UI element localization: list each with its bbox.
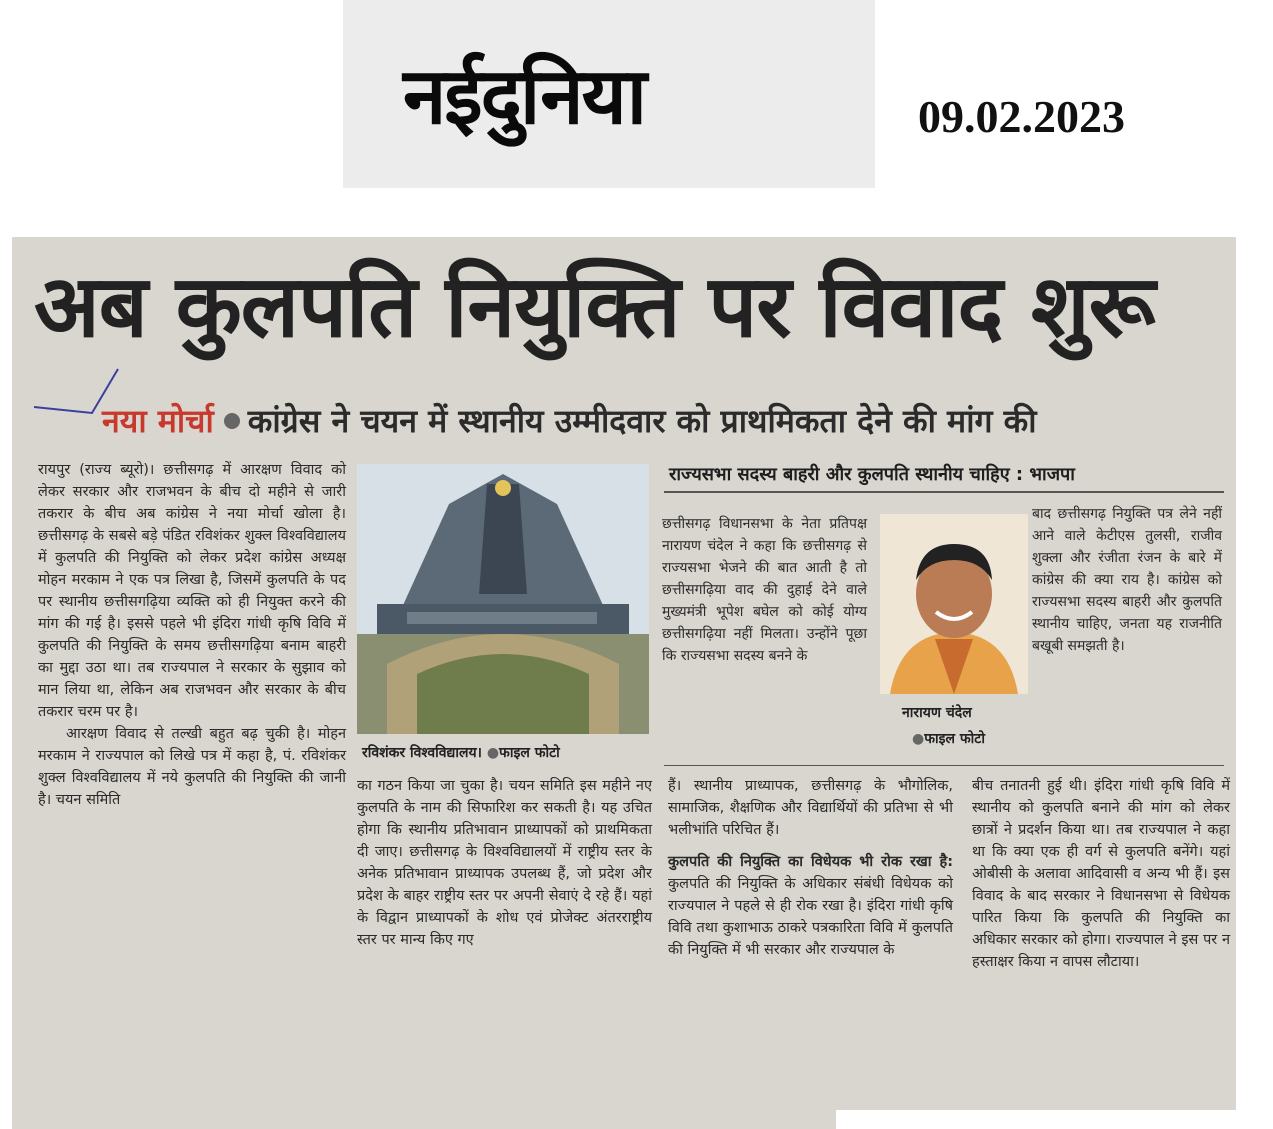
- column-1-text-continued: आरक्षण विवाद से तल्खी बहुत बढ़ चुकी है। मोहन मरकाम ने राज्यपाल को लिखे पत्र में कहा है, पं. रविशंकर शुक्ल विश्वविद्यालय में नये कुलपति की नियुक्ति की जानी है। चयन समिति: [38, 726, 346, 808]
- sidebar-left-text: छत्तीसगढ़ विधानसभा के नेता प्रतिपक्ष नारायण चंदेल ने कहा कि छत्तीसगढ़ से राज्यसभा भेजने की बात आती है तो छत्तीसगढ़िया वाद की दुहाई देने वाले मुख्यमंत्री भूपेश बघेल को कोई योग्य छत्तीसगढ़िया नहीं मिलता। उन्होंने पूछा कि राज्यसभा सदस्य बनने के: [662, 516, 867, 664]
- newspaper-logo: नईदुनिया: [403, 52, 645, 142]
- photo-caption: रविशंकर विश्वविद्यालय। ●फाइल फोटो: [362, 745, 560, 761]
- subhead-text: कांग्रेस ने चयन में स्थानीय उम्मीदवार को प्राथमिकता देने की मांग की: [247, 402, 1037, 440]
- photo-caption-text: रविशंकर विश्वविद्यालय।: [362, 745, 482, 761]
- publication-date: 09.02.2023: [918, 91, 1125, 142]
- subhead-tag: नया मोर्चा: [102, 402, 214, 440]
- column-3-text: हैं। स्थानीय प्राध्यापक, छत्तीसगढ़ के भौगोलिक, सामाजिक, शैक्षणिक और विद्यार्थियों की प्रतिभा से भी भलीभांति परिचित हैं।: [668, 778, 953, 838]
- bullet-dot-icon: [224, 413, 240, 429]
- portrait-name: नारायण चंदेल: [902, 705, 972, 721]
- portrait-credit: फाइल फोटो: [924, 731, 985, 747]
- headline: अब कुलपति नियुक्ति पर विवाद शुरू: [34, 257, 1155, 357]
- narayan-chandel-portrait: [880, 514, 1028, 694]
- photo-credit: फाइल फोटो: [499, 745, 560, 761]
- portrait-credit-line: ●फाइल फोटो: [912, 731, 985, 747]
- subheadline: [102, 399, 1037, 442]
- scan-edge-bottom: [836, 1110, 1236, 1129]
- article-column-3: [668, 775, 953, 961]
- sidebar-bottom-rule: [664, 765, 1224, 766]
- sidebar-rule: [664, 491, 1224, 493]
- article-column-4: [972, 775, 1230, 973]
- university-building-icon: [357, 464, 649, 734]
- scan-edge: [1236, 620, 1273, 1129]
- column-3-subhead: कुलपति की नियुक्ति का विधेयक भी रोक रखा है:: [668, 854, 953, 870]
- column-1-text: रायपुर (राज्य ब्यूरो)। छत्तीसगढ़ में आरक्षण विवाद को लेकर सरकार और राजभवन के बीच दो महीने से जारी तकरार के बीच अब कांग्रेस ने नया मोर्चा खोला है। छत्तीसगढ़ के सबसे बड़े पंडित रविशंकर शुक्ल विश्वविद्यालय में कुलपति की नियुक्ति को लेकर प्रदेश कांग्रेस अध्यक्ष मोहन मरकाम ने एक पत्र लिखा है, जिसमें कुलपति के पद पर स्थानीय छत्तीसगढ़िया व्यक्ति को ही नियुक्त करने की मांग की गई है। इससे पहले भी इंदिरा गांधी कृषि विवि में कुलपति की नियुक्ति के समय छत्तीसगढ़िया बनाम बाहरी का मुद्दा उठा था। तब राज्यपाल ने सरकार के सुझाव को मान लिया था, लेकिन अब राजभवन और सरकार के बीच तकरार चरम पर है।: [38, 462, 346, 720]
- column-4-text: बीच तनातनी हुई थी। इंदिरा गांधी कृषि विवि में स्थानीय को कुलपति बनाने की मांग को लेकर छात्रों ने प्रदर्शन किया था। तब राज्यपाल ने कहा था कि क्या एक ही वर्ग से कुलपति बनेंगे। यहां ओबीसी के अलावा आदिवासी व अन्य भी हैं। इस विवाद के बाद सरकार ने विधानसभा से विधेयक पारित किया कि कुलपति की नियुक्ति का अधिकार सरकार को होगा। राज्यपाल ने इस पर न हस्ताक्षर किया न वापस लौटाया।: [972, 778, 1230, 970]
- column-3-text-continued: कुलपति की नियुक्ति के अधिकार संबंधी विधेयक को राज्यपाल ने पहले से ही रोक रखा है। इंदिरा गांधी कृषि विवि तथा कुशाभाऊ ठाकरे पत्रकारिता विवि में कुलपति की नियुक्ति में भी सरकार और राज्यपाल के: [668, 876, 953, 958]
- university-gate-photo: [357, 464, 649, 734]
- sidebar-right-text: बाद छत्तीसगढ़ नियुक्ति पत्र लेने नहीं आने वाले केटीएस तुलसी, राजीव शुक्ला और रंजीता रंजन के बारे में कांग्रेस की क्या राय है। कांग्रेस को राज्यसभा सदस्य बाहरी और कुलपति स्थानीय चाहिए, जनता यह राजनीति बखूबी समझती है।: [1032, 506, 1222, 654]
- masthead-logo-panel: [343, 0, 875, 188]
- person-portrait-icon: [880, 514, 1028, 694]
- sidebar-title: राज्यसभा सदस्य बाहरी और कुलपति स्थानीय चाहिए : भाजपा: [669, 464, 1075, 485]
- article-column-2: [357, 775, 652, 951]
- newspaper-clipping: [12, 237, 1236, 1129]
- article-column-1: [38, 459, 346, 811]
- column-2-text: का गठन किया जा चुका है। चयन समिति इस महीने नए कुलपति के नाम की सिफारिश कर सकती है। यह उचित होगा कि स्थानीय प्रतिभावान प्राध्यापकों को प्राथमिकता दी जाए। छत्तीसगढ़ के विश्वविद्यालयों में राष्ट्रीय स्तर के अनेक प्रतिभावान प्राध्यापक उपलब्ध हैं, जो प्रदेश और प्रदेश के बाहर राष्ट्रीय स्तर पर अपनी सेवाएं दे रहे हैं। यहां के विद्वान प्राध्यापकों के शोध एवं प्रोजेक्ट अंतरराष्ट्रीय स्तर पर मान्य किए गए: [357, 778, 652, 948]
